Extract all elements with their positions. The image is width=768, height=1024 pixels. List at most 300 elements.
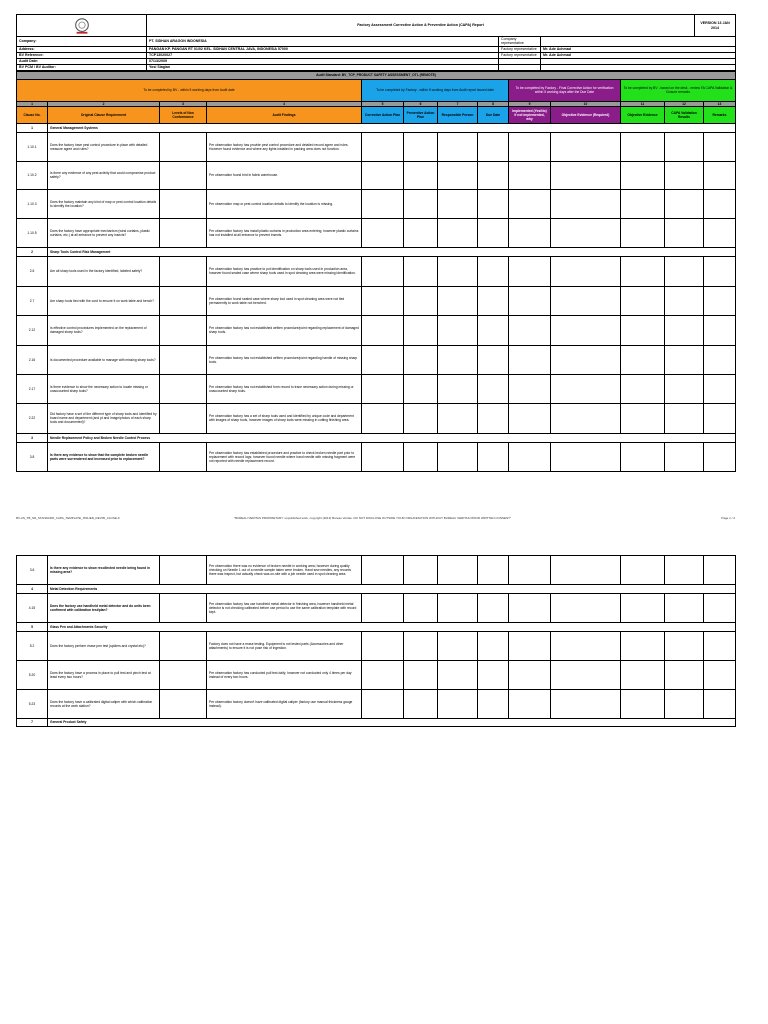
preventive-action-cell[interactable] xyxy=(404,161,438,189)
verification-group-header: To be completed by Factory - Final Corrective Action for verification within 5 working days after the Due Date xyxy=(509,79,621,101)
footer-proprietary-notice: "BUREAU VERITAS PROPRIETARY: unpublished work, copyright (2013) Bureau Veritas. DO NOT DISCLOSE OUTSIDE YOUR ORGANIZATION WITHOUT BUREAU VERITAS PRIOR WRITTEN CONSENT" xyxy=(234,516,512,520)
bureau-veritas-logo-icon xyxy=(73,17,91,35)
clause-requirement: Does the factory use handheld metal detector and do units been confirmed with calibration test/plan? xyxy=(48,594,160,623)
remarks-cell[interactable] xyxy=(704,189,736,218)
report-page-2 xyxy=(16,555,735,727)
clause-number: 2.7 xyxy=(17,286,48,315)
objective-evidence-cell[interactable] xyxy=(621,286,665,315)
clause-requirement: Is documented procedure available to manage with missing sharp tools? xyxy=(48,345,160,374)
header-field-value: 07/13/2009 xyxy=(147,58,499,64)
implemented-cell[interactable] xyxy=(509,661,551,690)
responsible-person-cell[interactable] xyxy=(438,690,478,719)
due-date-cell[interactable] xyxy=(478,132,509,161)
implemented-cell[interactable] xyxy=(509,556,551,585)
nonconformance-level xyxy=(160,403,207,433)
factory-group-header: To be completed by Factory - within 5 working days from Audit report issued date xyxy=(362,79,509,101)
section-title: Needle Replacement Policy and Broken Needle Control Process xyxy=(48,433,736,442)
responsible-person-cell[interactable] xyxy=(438,161,478,189)
implemented-cell[interactable] xyxy=(509,403,551,433)
due-date-cell[interactable] xyxy=(478,556,509,585)
preventive-action-cell[interactable] xyxy=(404,594,438,623)
nonconformance-level xyxy=(160,594,207,623)
remarks-cell[interactable] xyxy=(704,256,736,286)
clause-number: 4.15 xyxy=(17,594,48,623)
clause-number: 1.10.5 xyxy=(17,218,48,247)
finding-row xyxy=(17,161,736,189)
implemented-cell[interactable] xyxy=(509,374,551,403)
nonconformance-level xyxy=(160,661,207,690)
responsible-person-cell[interactable] xyxy=(438,556,478,585)
clause-number: 2.16 xyxy=(17,345,48,374)
section-title: General Management Systems xyxy=(48,123,736,132)
section-title: Metal Detection Requirements xyxy=(48,585,736,594)
section-number: 4 xyxy=(17,585,48,594)
footer-doc-id: BV-AS_TB_SR_STANDARD_CAPA_TEMPLATE_ISSUED_REV05_CLOSE-0 xyxy=(16,516,120,520)
column-number: 3 xyxy=(160,101,207,106)
due-date-cell[interactable] xyxy=(478,161,509,189)
nonconformance-level xyxy=(160,286,207,315)
header-field-value: TCP13020027 xyxy=(147,52,499,58)
clause-requirement: Does the factory maintain any kind of map or pest control location details to identify the location? xyxy=(48,189,160,218)
objective-evidence-cell[interactable] xyxy=(621,442,665,471)
preventive-action-cell[interactable] xyxy=(404,690,438,719)
audit-finding: Per observation factory doesn't have calibrated digital caliper (factory use manual thickness gauge instead). xyxy=(207,690,362,719)
column-number: 6 xyxy=(404,101,438,106)
objective-evidence-required-cell[interactable] xyxy=(551,594,621,623)
finding-row xyxy=(17,218,736,247)
finding-row xyxy=(17,132,736,161)
validation-group-header: To be completed by BV - based on the desk - review FA CAPA Validation & Closure remarks xyxy=(621,79,736,101)
capa-validation-cell[interactable] xyxy=(665,256,704,286)
audit-finding: Per observation factory has conducted pull test daily; however not conducted only 4 times per day instead of every two hours. xyxy=(207,661,362,690)
clause-number: 5.2 xyxy=(17,632,48,661)
capa-validation-cell[interactable] xyxy=(665,374,704,403)
clause-number: 1.10.3 xyxy=(17,189,48,218)
column-header: Due Date xyxy=(478,106,509,123)
preventive-action-cell[interactable] xyxy=(404,345,438,374)
corrective-action-cell[interactable] xyxy=(362,661,404,690)
column-header: Audit Findings xyxy=(207,106,362,123)
responsible-person-cell[interactable] xyxy=(438,132,478,161)
nonconformance-level xyxy=(160,374,207,403)
column-number: 2 xyxy=(48,101,160,106)
corrective-action-cell[interactable] xyxy=(362,690,404,719)
header-field-value: PT. SIDHAN ARAGON INDONESIA xyxy=(147,37,499,47)
corrective-action-cell[interactable] xyxy=(362,315,404,345)
column-header: Implemented (Yes/No) if not implemented, why xyxy=(509,106,551,123)
corrective-action-cell[interactable] xyxy=(362,161,404,189)
responsible-person-cell[interactable] xyxy=(438,286,478,315)
corrective-action-cell[interactable] xyxy=(362,189,404,218)
audit-finding: Per observation there was no evidence of broken needle in working area; however during quality checking on Needle 1 out of a needle sample taken were broken. Hand sew needles, any records there was inspect, but actually check was on-site with a job needle used in spot cleaning area. xyxy=(207,556,362,585)
finding-row xyxy=(17,661,736,690)
column-header: Remarks xyxy=(704,106,736,123)
objective-evidence-required-cell[interactable] xyxy=(551,132,621,161)
clause-number: 1.10.2 xyxy=(17,161,48,189)
capa-validation-cell[interactable] xyxy=(665,218,704,247)
clause-requirement: Did factory have a set of the different type of sharp tools and identified by board name and department (and pt and image/photos of each sharp tools and documented)? xyxy=(48,403,160,433)
corrective-action-cell[interactable] xyxy=(362,218,404,247)
column-header: Original Clause Requirement xyxy=(48,106,160,123)
remarks-cell[interactable] xyxy=(704,161,736,189)
clause-requirement: Is there any evidence to show that the complete broken needle parts were surrendered and increased prior to replacement? xyxy=(48,442,160,471)
due-date-cell[interactable] xyxy=(478,690,509,719)
objective-evidence-cell[interactable] xyxy=(621,556,665,585)
finding-row xyxy=(17,286,736,315)
column-header: CAPA Validation Results xyxy=(665,106,704,123)
preventive-action-cell[interactable] xyxy=(404,132,438,161)
remarks-cell[interactable] xyxy=(704,374,736,403)
section-title: Glass Pen and Attachments Security xyxy=(48,623,736,632)
column-number: 10 xyxy=(551,101,621,106)
objective-evidence-cell[interactable] xyxy=(621,132,665,161)
column-number: 4 xyxy=(207,101,362,106)
finding-row xyxy=(17,403,736,433)
audit-finding: Per observation factory has not established written procedure/point regarding replacement of damaged sharp tools. xyxy=(207,315,362,345)
version-label: VERSION 13 JAN 2014 xyxy=(695,15,736,37)
capa-validation-cell[interactable] xyxy=(665,594,704,623)
capa-validation-cell[interactable] xyxy=(665,632,704,661)
column-number: 13 xyxy=(704,101,736,106)
preventive-action-cell[interactable] xyxy=(404,218,438,247)
clause-requirement: Does the factory have appropriate mechanism (wind curtains, plastic curtains, etc.) at all entrance to prevent any insects? xyxy=(48,218,160,247)
capa-validation-cell[interactable] xyxy=(665,442,704,471)
due-date-cell[interactable] xyxy=(478,256,509,286)
objective-evidence-required-cell[interactable] xyxy=(551,315,621,345)
clause-requirement: Does the factory have pest control procedure in place with detailed measure agree and rules? xyxy=(48,132,160,161)
section-title: General Product Safety xyxy=(48,719,736,727)
nonconformance-level xyxy=(160,218,207,247)
objective-evidence-required-cell[interactable] xyxy=(551,256,621,286)
section-number: 5 xyxy=(17,623,48,632)
header-field-row xyxy=(17,64,736,70)
capa-validation-cell[interactable] xyxy=(665,161,704,189)
preventive-action-cell[interactable] xyxy=(404,189,438,218)
due-date-cell[interactable] xyxy=(478,189,509,218)
remarks-cell[interactable] xyxy=(704,315,736,345)
capa-findings-table-page-1 xyxy=(16,71,736,472)
section-row xyxy=(17,433,736,442)
due-date-cell[interactable] xyxy=(478,374,509,403)
implemented-cell[interactable] xyxy=(509,442,551,471)
due-date-cell[interactable] xyxy=(478,286,509,315)
corrective-action-cell[interactable] xyxy=(362,345,404,374)
remarks-cell[interactable] xyxy=(704,690,736,719)
footer-page-number: Page 1 / 2 xyxy=(721,516,735,520)
capa-validation-cell[interactable] xyxy=(665,690,704,719)
objective-evidence-cell[interactable] xyxy=(621,218,665,247)
objective-evidence-cell[interactable] xyxy=(621,661,665,690)
header-right-value: Mr. Ade Achmad xyxy=(541,46,736,52)
header-field-label: BV PCM / BV Auditor: xyxy=(17,64,147,70)
clause-number: 2.6 xyxy=(17,256,48,286)
nonconformance-level xyxy=(160,315,207,345)
objective-evidence-required-cell[interactable] xyxy=(551,403,621,433)
audit-finding: Per observation factory has not established written procedure/point regarding handle of missing sharp tools. xyxy=(207,345,362,374)
preventive-action-cell[interactable] xyxy=(404,374,438,403)
column-number: 7 xyxy=(438,101,478,106)
due-date-cell[interactable] xyxy=(478,442,509,471)
remarks-cell[interactable] xyxy=(704,286,736,315)
objective-evidence-required-cell[interactable] xyxy=(551,690,621,719)
nonconformance-level xyxy=(160,256,207,286)
capa-validation-cell[interactable] xyxy=(665,315,704,345)
finding-row xyxy=(17,374,736,403)
logo-cell xyxy=(17,15,147,37)
header-right-label: Factory representative xyxy=(499,52,541,58)
objective-evidence-required-cell[interactable] xyxy=(551,442,621,471)
objective-evidence-required-cell[interactable] xyxy=(551,286,621,315)
implemented-cell[interactable] xyxy=(509,189,551,218)
capa-findings-table-page-2 xyxy=(16,555,736,727)
audit-finding: Per observation factory has not established form record to trace necessary action during missing or unaccounted sharp tools. xyxy=(207,374,362,403)
nonconformance-level xyxy=(160,690,207,719)
due-date-cell[interactable] xyxy=(478,218,509,247)
preventive-action-cell[interactable] xyxy=(404,442,438,471)
clause-requirement: Does the factory have a process in place to pull test and pinch test at least every two hours? xyxy=(48,661,160,690)
finding-row xyxy=(17,256,736,286)
corrective-action-cell[interactable] xyxy=(362,374,404,403)
responsible-person-cell[interactable] xyxy=(438,403,478,433)
finding-row xyxy=(17,690,736,719)
report-page-1 xyxy=(16,14,735,520)
header-field-label: BV Reference: xyxy=(17,52,147,58)
header-right-label xyxy=(499,64,541,70)
implemented-cell[interactable] xyxy=(509,594,551,623)
finding-row xyxy=(17,594,736,623)
clause-number: 2.22 xyxy=(17,403,48,433)
preventive-action-cell[interactable] xyxy=(404,661,438,690)
section-title: Sharp Tools Control Risk Management xyxy=(48,247,736,256)
header-field-value: Yosi Siagian xyxy=(147,64,499,70)
nonconformance-level xyxy=(160,442,207,471)
report-title: Factory Assessment Corrective Action & Preventive Action (CAPA) Report xyxy=(147,15,695,37)
capa-validation-cell[interactable] xyxy=(665,286,704,315)
remarks-cell[interactable] xyxy=(704,132,736,161)
bv-group-header: To be completed by BV - within 5 working days from Audit date xyxy=(17,79,362,101)
corrective-action-cell[interactable] xyxy=(362,132,404,161)
finding-row xyxy=(17,632,736,661)
responsible-person-cell[interactable] xyxy=(438,218,478,247)
remarks-cell[interactable] xyxy=(704,632,736,661)
implemented-cell[interactable] xyxy=(509,690,551,719)
report-header-table xyxy=(16,14,736,71)
nonconformance-level xyxy=(160,556,207,585)
finding-row xyxy=(17,442,736,471)
column-header: Responsible Person xyxy=(438,106,478,123)
preventive-action-cell[interactable] xyxy=(404,556,438,585)
column-header: Clause No. xyxy=(17,106,48,123)
remarks-cell[interactable] xyxy=(704,403,736,433)
section-row xyxy=(17,247,736,256)
header-right-label: Company representative xyxy=(499,37,541,47)
objective-evidence-cell[interactable] xyxy=(621,594,665,623)
header-field-label: Company: xyxy=(17,37,147,47)
section-row xyxy=(17,585,736,594)
audit-finding: Per observation found sealed case where sharp tool used in spot cleaning area were not tied permanently to work table not benched. xyxy=(207,286,362,315)
section-number: 1 xyxy=(17,123,48,132)
responsible-person-cell[interactable] xyxy=(438,632,478,661)
objective-evidence-cell[interactable] xyxy=(621,403,665,433)
header-right-label: Factory representative xyxy=(499,46,541,52)
responsible-person-cell[interactable] xyxy=(438,442,478,471)
capa-validation-cell[interactable] xyxy=(665,189,704,218)
section-number: 2 xyxy=(17,247,48,256)
audit-standard-bar: Audit Standard: BV_TCP_PRODUCT SAFETY ASSESSMENT_OTL (REMOTE) xyxy=(17,71,736,79)
clause-number: 2.12 xyxy=(17,315,48,345)
column-header: Levels of Non Conformance xyxy=(160,106,207,123)
column-header: Preventive Action Plan xyxy=(404,106,438,123)
audit-finding: Per observation factory has use handheld metal detector in finishing area, however handheld metal detector is not checking calibrated before use period to use the same calibration template with record kept. xyxy=(207,594,362,623)
responsible-person-cell[interactable] xyxy=(438,345,478,374)
objective-evidence-required-cell[interactable] xyxy=(551,556,621,585)
clause-number: 5.20 xyxy=(17,661,48,690)
clause-number: 1.10.1 xyxy=(17,132,48,161)
due-date-cell[interactable] xyxy=(478,403,509,433)
section-row xyxy=(17,623,736,632)
corrective-action-cell[interactable] xyxy=(362,556,404,585)
finding-row xyxy=(17,189,736,218)
objective-evidence-cell[interactable] xyxy=(621,189,665,218)
due-date-cell[interactable] xyxy=(478,345,509,374)
objective-evidence-cell[interactable] xyxy=(621,690,665,719)
due-date-cell[interactable] xyxy=(478,315,509,345)
implemented-cell[interactable] xyxy=(509,161,551,189)
objective-evidence-cell[interactable] xyxy=(621,161,665,189)
capa-validation-cell[interactable] xyxy=(665,556,704,585)
remarks-cell[interactable] xyxy=(704,556,736,585)
objective-evidence-required-cell[interactable] xyxy=(551,374,621,403)
implemented-cell[interactable] xyxy=(509,218,551,247)
clause-requirement: Is there any evidence to show recollected needle being found in missing area? xyxy=(48,556,160,585)
clause-requirement: Are sharp tools tied with the cord to ensure it on work table and bench? xyxy=(48,286,160,315)
responsible-person-cell[interactable] xyxy=(438,661,478,690)
column-number: 9 xyxy=(509,101,551,106)
audit-finding: Per observation factory has a set of sharp tools used and identified by unique code and department with images of sharp tools, however images of sharp tools were missing in cutting finishing area. xyxy=(207,403,362,433)
capa-validation-cell[interactable] xyxy=(665,132,704,161)
objective-evidence-required-cell[interactable] xyxy=(551,218,621,247)
nonconformance-level xyxy=(160,132,207,161)
section-number: 3 xyxy=(17,433,48,442)
header-field-label: Audit Date: xyxy=(17,58,147,64)
implemented-cell[interactable] xyxy=(509,345,551,374)
implemented-cell[interactable] xyxy=(509,286,551,315)
objective-evidence-cell[interactable] xyxy=(621,256,665,286)
clause-requirement: Are all sharp tools used in the factory identified, labeled safely? xyxy=(48,256,160,286)
preventive-action-cell[interactable] xyxy=(404,403,438,433)
audit-finding: Per observation factory has provide pest control procedure and detailed record agree and rules. However found evidence and where any lights installed in packing area does not function. xyxy=(207,132,362,161)
nonconformance-level xyxy=(160,189,207,218)
corrective-action-cell[interactable] xyxy=(362,632,404,661)
column-number: 1 xyxy=(17,101,48,106)
column-number: 8 xyxy=(478,101,509,106)
corrective-action-cell[interactable] xyxy=(362,286,404,315)
clause-requirement: Is there any evidence of any pest activity that could compromise product safety? xyxy=(48,161,160,189)
objective-evidence-required-cell[interactable] xyxy=(551,189,621,218)
responsible-person-cell[interactable] xyxy=(438,374,478,403)
preventive-action-cell[interactable] xyxy=(404,315,438,345)
implemented-cell[interactable] xyxy=(509,256,551,286)
responsible-person-cell[interactable] xyxy=(438,189,478,218)
clause-requirement: Does the factory have a calibrated digital caliper with which calibration records at the work station? xyxy=(48,690,160,719)
remarks-cell[interactable] xyxy=(704,345,736,374)
preventive-action-cell[interactable] xyxy=(404,632,438,661)
column-number: 12 xyxy=(665,101,704,106)
responsible-person-cell[interactable] xyxy=(438,256,478,286)
corrective-action-cell[interactable] xyxy=(362,256,404,286)
section-row xyxy=(17,719,736,727)
due-date-cell[interactable] xyxy=(478,632,509,661)
clause-number: 5.23 xyxy=(17,690,48,719)
implemented-cell[interactable] xyxy=(509,132,551,161)
section-number: 7 xyxy=(17,719,48,727)
objective-evidence-cell[interactable] xyxy=(621,315,665,345)
objective-evidence-required-cell[interactable] xyxy=(551,345,621,374)
header-field-label: Address: xyxy=(17,46,147,52)
objective-evidence-cell[interactable] xyxy=(621,632,665,661)
objective-evidence-cell[interactable] xyxy=(621,374,665,403)
audit-finding: Per observation found bird in fabric warehouse. xyxy=(207,161,362,189)
capa-validation-cell[interactable] xyxy=(665,403,704,433)
corrective-action-cell[interactable] xyxy=(362,403,404,433)
objective-evidence-required-cell[interactable] xyxy=(551,161,621,189)
corrective-action-cell[interactable] xyxy=(362,442,404,471)
due-date-cell[interactable] xyxy=(478,661,509,690)
remarks-cell[interactable] xyxy=(704,594,736,623)
audit-finding: Per observation factory has install plastic curtains in production area entering; however plastic curtains has not installed at all entrance to prevent insects. xyxy=(207,218,362,247)
capa-validation-cell[interactable] xyxy=(665,661,704,690)
objective-evidence-required-cell[interactable] xyxy=(551,632,621,661)
objective-evidence-required-cell[interactable] xyxy=(551,661,621,690)
preventive-action-cell[interactable] xyxy=(404,256,438,286)
header-right-value xyxy=(541,64,736,70)
clause-number: 2.17 xyxy=(17,374,48,403)
preventive-action-cell[interactable] xyxy=(404,286,438,315)
column-header: Objective Evidence xyxy=(621,106,665,123)
due-date-cell[interactable] xyxy=(478,594,509,623)
capa-validation-cell[interactable] xyxy=(665,345,704,374)
column-number: 11 xyxy=(621,101,665,106)
clause-requirement: Is there evidence to show the necessary action to locate missing or unaccounted sharp tools? xyxy=(48,374,160,403)
column-header: Objective Evidence (Required) xyxy=(551,106,621,123)
finding-row xyxy=(17,315,736,345)
responsible-person-cell[interactable] xyxy=(438,594,478,623)
column-header: Corrective Action Plan xyxy=(362,106,404,123)
audit-finding: Per observation factory has established procedure and practice to check broken needle part prior to replacement with record logs; however found needle where hand needle with missing fragment were not reported with needle replacement record. xyxy=(207,442,362,471)
column-number: 5 xyxy=(362,101,404,106)
remarks-cell[interactable] xyxy=(704,442,736,471)
objective-evidence-cell[interactable] xyxy=(621,345,665,374)
section-row xyxy=(17,123,736,132)
finding-row xyxy=(17,345,736,374)
clause-requirement: Does the factory perform erase pen test (spiders and crystal etc)? xyxy=(48,632,160,661)
remarks-cell[interactable] xyxy=(704,661,736,690)
audit-finding: Per observation factory has practice to put identification on sharp tools used in production area, however found sealed case where sharp tools used in spot cleaning area were missing identification. xyxy=(207,256,362,286)
corrective-action-cell[interactable] xyxy=(362,594,404,623)
header-field-row xyxy=(17,37,736,47)
responsible-person-cell[interactable] xyxy=(438,315,478,345)
header-field-value: PANGAN KP. PANGAN RT 01/02 KEL. SIDHAN CENTRAL JAVA, INDONESIA 57000 xyxy=(147,46,499,52)
column-header-row xyxy=(17,106,736,123)
audit-finding: Per observation map or pest control location details to identify the location is missing. xyxy=(207,189,362,218)
nonconformance-level xyxy=(160,345,207,374)
finding-row xyxy=(17,556,736,585)
implemented-cell[interactable] xyxy=(509,632,551,661)
implemented-cell[interactable] xyxy=(509,315,551,345)
nonconformance-level xyxy=(160,632,207,661)
remarks-cell[interactable] xyxy=(704,218,736,247)
header-right-value xyxy=(541,37,736,47)
